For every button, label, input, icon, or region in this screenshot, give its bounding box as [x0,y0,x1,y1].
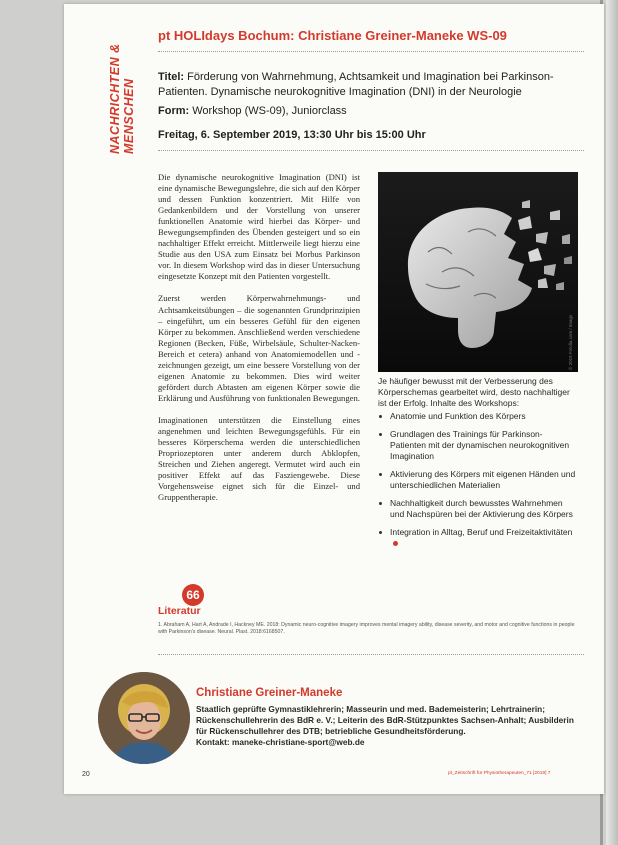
contents-list [378,411,578,549]
list-item-text: Integration in Alltag, Beruf und Freizeitaktivitäten [390,527,573,537]
brain-image [378,172,578,372]
event-form [158,104,588,119]
section-label-line1: NACHRICHTEN & [108,43,122,154]
workshop-contents [378,376,578,556]
page-title: pt HOLIdays Bochum: Christiane Greiner-Maneke WS-09 [158,28,507,43]
quote-icon: 66 [182,584,204,606]
title-line1: Förderung von Wahrnehmung, Achtsamkeit und Imagination bei Parkinson- [187,71,554,83]
divider [158,150,584,151]
bio-description: Staatlich geprüfte Gymnastiklehrerin; Masseurin und med. Bademeisterin; Lehrtrainerin; Rückenschullehrerin des BdR e. V.; Leiterin des BdR-Stützpunktes Sachsen-Anhalt; Ausbilderin für Rückenschullehrer des DTB; betriebliche Gesundheitsförderung. [196,704,574,736]
author-bio [196,704,586,748]
list-item: Aktivierung des Körpers mit eigenen Händen und unterschiedlichen Materialien [378,469,578,491]
divider [158,51,584,52]
event-datetime: Freitag, 6. September 2019, 13:30 Uhr bis 15:00 Uhr [158,129,426,141]
author-photo [98,672,190,764]
avatar-image [98,672,190,764]
list-item-last [378,527,578,549]
journal-footer: pt_Zeitschrift für Physiotherapeuten_71 [2019] 7 [448,771,551,776]
list-item: Nachhaltigkeit durch bewusstes Wahrnehmen und Nachspüren bei der Aktivierung des Körpers [378,498,578,520]
brain-illustration [378,172,578,372]
contents-intro: Je häufiger bewusst mit der Verbesserung des Körperschemas gearbeitet wird, desto nachhaltiger ist der Erfolg. Inhalte des Workshops: [378,376,570,408]
title-line2: Patienten. Dynamische neurokognitive Imagination (DNI) in der Neurologie [158,86,522,98]
literature-entry: 1. Abraham A, Hart A, Andrade I, Hackney ME. 2018: Dynamic neuro-cognitive imagery improves mental imagery ability, disease severity, and motor and cognitive functions in people with Parkinson's disease. Neural. Plast. 2018:6168507. [158,622,575,635]
article-body [158,172,360,514]
magazine-page [64,4,604,794]
paragraph-3: Imaginationen unterstützen die Einstellung eines angenehmen und leichten Bewegungsgefühls. Für ein besseres Körperschema werden die unterschiedlichen Propriozeptoren unter anderem durch Abklopfen, Streichen und Ziehen angeregt. Vermutet wird auch ein positiver Effekt auf das Fasziengewebe. Diese Vorgehensweise eignet sich für die Einzel- und Gruppentherapie. [158,414,360,503]
list-item: Grundlagen des Trainings für Parkinson-Patienten mit der dynamischen neurokognitiven Imagination [378,429,578,462]
end-mark-icon [393,541,398,546]
binding-spine [606,0,618,845]
form-label: Form: [158,105,190,117]
author-name: Christiane Greiner-Maneke [196,687,343,699]
title-label: Titel: [158,71,185,83]
list-item: Anatomie und Funktion des Körpers [378,411,578,422]
bio-contact: Kontakt: maneke-christiane-sport@web.de [196,737,365,747]
paragraph-1: Die dynamische neurokognitive Imagination (DNI) ist eine dynamische Bewegungslehre, die sich auf den Körper und dessen Funktion konzentriert. Mit Hilfe von Gedankenbildern und der Vorstellung von unserer funktionellen Anatomie wird hierbei das Körper- und Bewegungsempfinden des Übenden gesteigert und so ein nachhaltiger Effekt erreicht. Mittlerweile liegt hierzu eine Studie aus den USA zum Einsatz bei Morbus Parkinson vor. In diesem Workshop wird das in dieser Untersuchung eingesetzte Konzept mit den Patienten vorgestellt. [158,172,360,282]
section-label-line2: MENSCHEN [122,78,136,154]
paragraph-2: Zuerst werden Körperwahrnehmungs- und Achtsamkeitsübungen – die sogenannten Grundprinzipien – eingeführt, um ein besseres Gefühl für den eigenen Körper zu bekommen. Anschließend werden verschiedene Regionen (Becken, Füße, Wirbelsäule, Schulter-Nacken-Bereich et cetera) anhand von Anatomiemodellen und -zeichnungen gezeigt, um eine bessere Vorstellung von der eigenen Anatomie zu bekommen. Dies wird weiter gefördert durch Abtasten am eigenen Körper sowie die Erklärung und Ausführung von funktionalen Bewegungen. [158,293,360,403]
image-credit: © 2019 Fotolia.com / Imago [568,314,573,370]
literature-title: Literatur [158,605,201,617]
section-label [108,43,136,154]
form-value: Workshop (WS-09), Juniorclass [192,105,347,117]
divider [158,654,584,655]
event-title [158,70,588,100]
page-number: 20 [82,771,90,778]
